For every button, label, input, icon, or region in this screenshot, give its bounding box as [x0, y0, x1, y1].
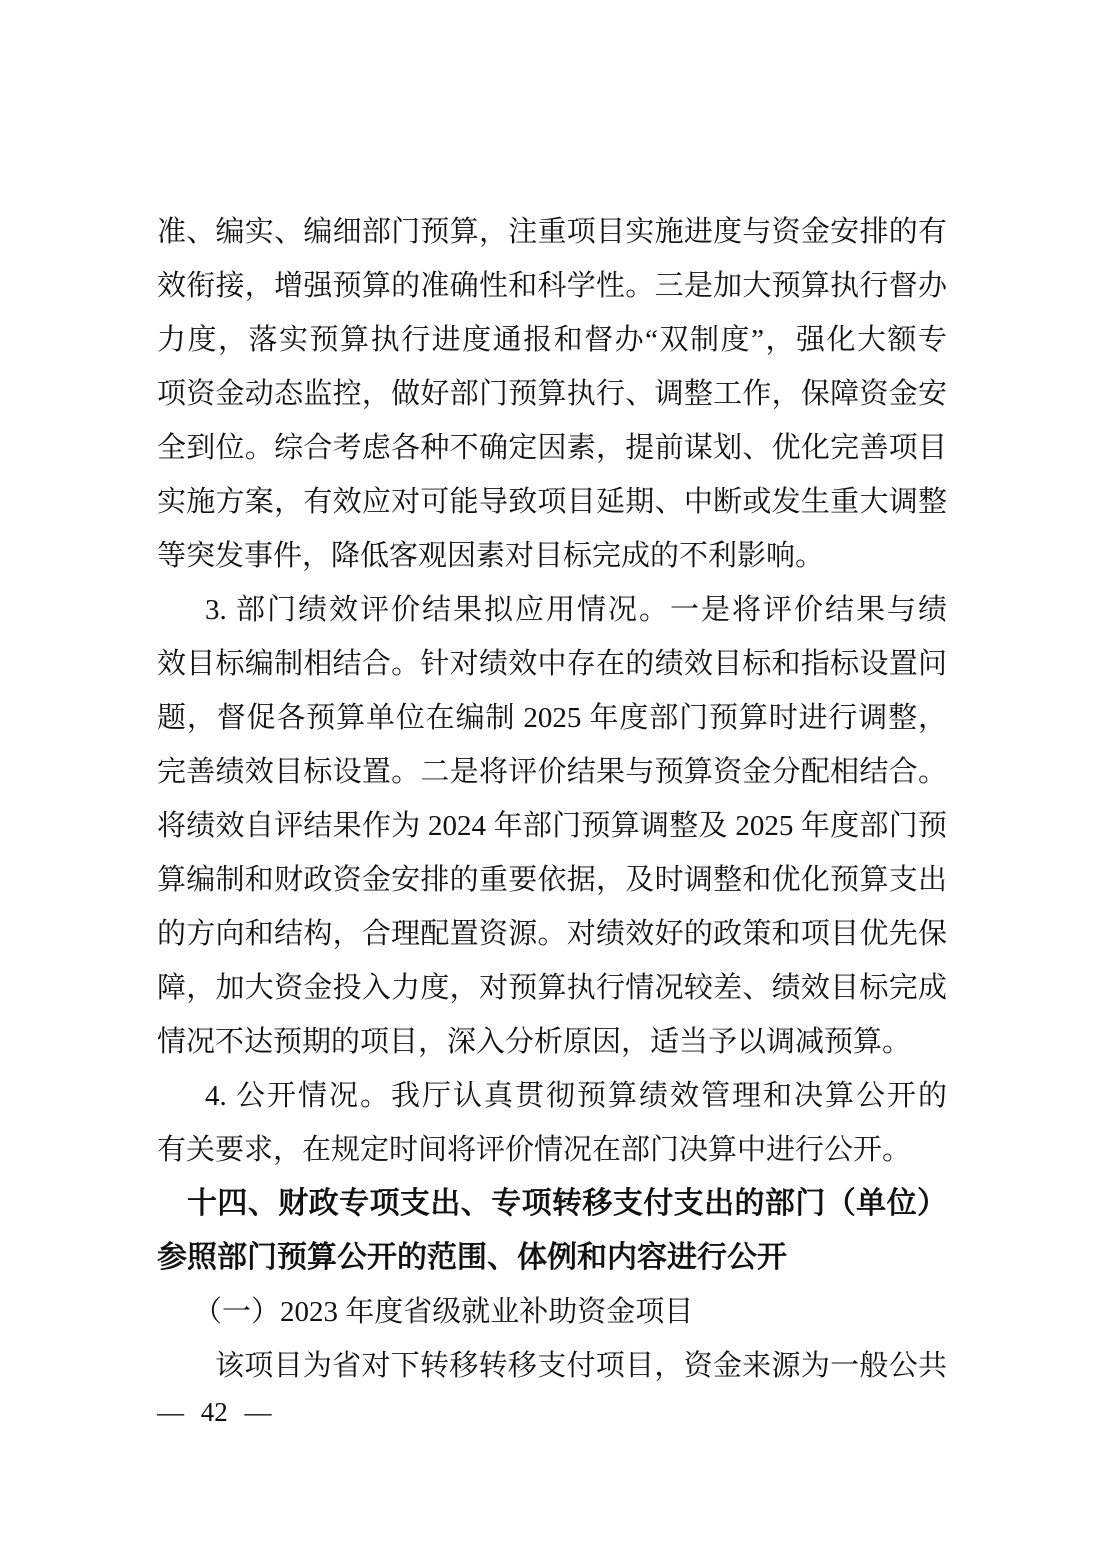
paragraph-line: 算编制和财政资金安排的重要依据，及时调整和优化预算支出 — [157, 864, 947, 896]
section-heading-line: 参照部门预算公开的范围、体例和内容进行公开 — [157, 1241, 787, 1274]
paragraph-start-line: 该项目为省对下转移转移支付项目，资金来源为一般公共 — [215, 1350, 947, 1382]
paragraph-end-line: 等突发事件，降低客观因素对目标完成的不利影响。 — [157, 540, 825, 572]
paragraph-line: 全到位。综合考虑各种不确定因素，提前谋划、优化完善项目 — [157, 432, 947, 464]
paragraph-line: 将绩效自评结果作为 2024 年部门预算调整及 2025 年度部门预 — [157, 810, 947, 842]
document-body — [157, 205, 947, 1393]
paragraph-line: 准、编实、编细部门预算，注重项目实施进度与资金安排的有 — [157, 216, 947, 248]
paragraph-line: 力度，落实预算执行进度通报和督办“双制度”，强化大额专 — [157, 324, 947, 356]
paragraph-line: 的方向和结构，合理配置资源。对绩效好的政策和项目优先保 — [157, 918, 947, 950]
paragraph-line: 题，督促各预算单位在编制 2025 年度部门预算时进行调整， — [157, 702, 947, 734]
numbered-paragraph-start-line: 3. 部门绩效评价结果拟应用情况。一是将评价结果与绩 — [205, 594, 947, 626]
paragraph-line: 障，加大资金投入力度，对预算执行情况较差、绩效目标完成 — [157, 972, 947, 1004]
subsection-title-line: （一）2023 年度省级就业补助资金项目 — [193, 1296, 694, 1328]
paragraph-line: 效目标编制相结合。针对绩效中存在的绩效目标和指标设置问 — [157, 648, 947, 680]
numbered-paragraph-start-line: 4. 公开情况。我厅认真贯彻预算绩效管理和决算公开的 — [205, 1080, 947, 1112]
page-number: — 42 — — [157, 1397, 272, 1427]
paragraph-line: 完善绩效目标设置。二是将评价结果与预算资金分配相结合。 — [157, 756, 947, 788]
section-heading-line: 十四、财政专项支出、专项转移支付支出的部门（单位） — [187, 1187, 947, 1220]
paragraph-line: 项资金动态监控，做好部门预算执行、调整工作，保障资金安 — [157, 378, 947, 410]
paragraph-line: 实施方案，有效应对可能导致项目延期、中断或发生重大调整 — [157, 486, 947, 518]
paragraph-end-line: 有关要求，在规定时间将评价情况在部门决算中进行公开。 — [157, 1134, 912, 1166]
paragraph-line: 效衔接，增强预算的准确性和科学性。三是加大预算执行督办 — [157, 270, 947, 302]
paragraph-end-line: 情况不达预期的项目，深入分析原因，适当予以调减预算。 — [157, 1026, 912, 1058]
